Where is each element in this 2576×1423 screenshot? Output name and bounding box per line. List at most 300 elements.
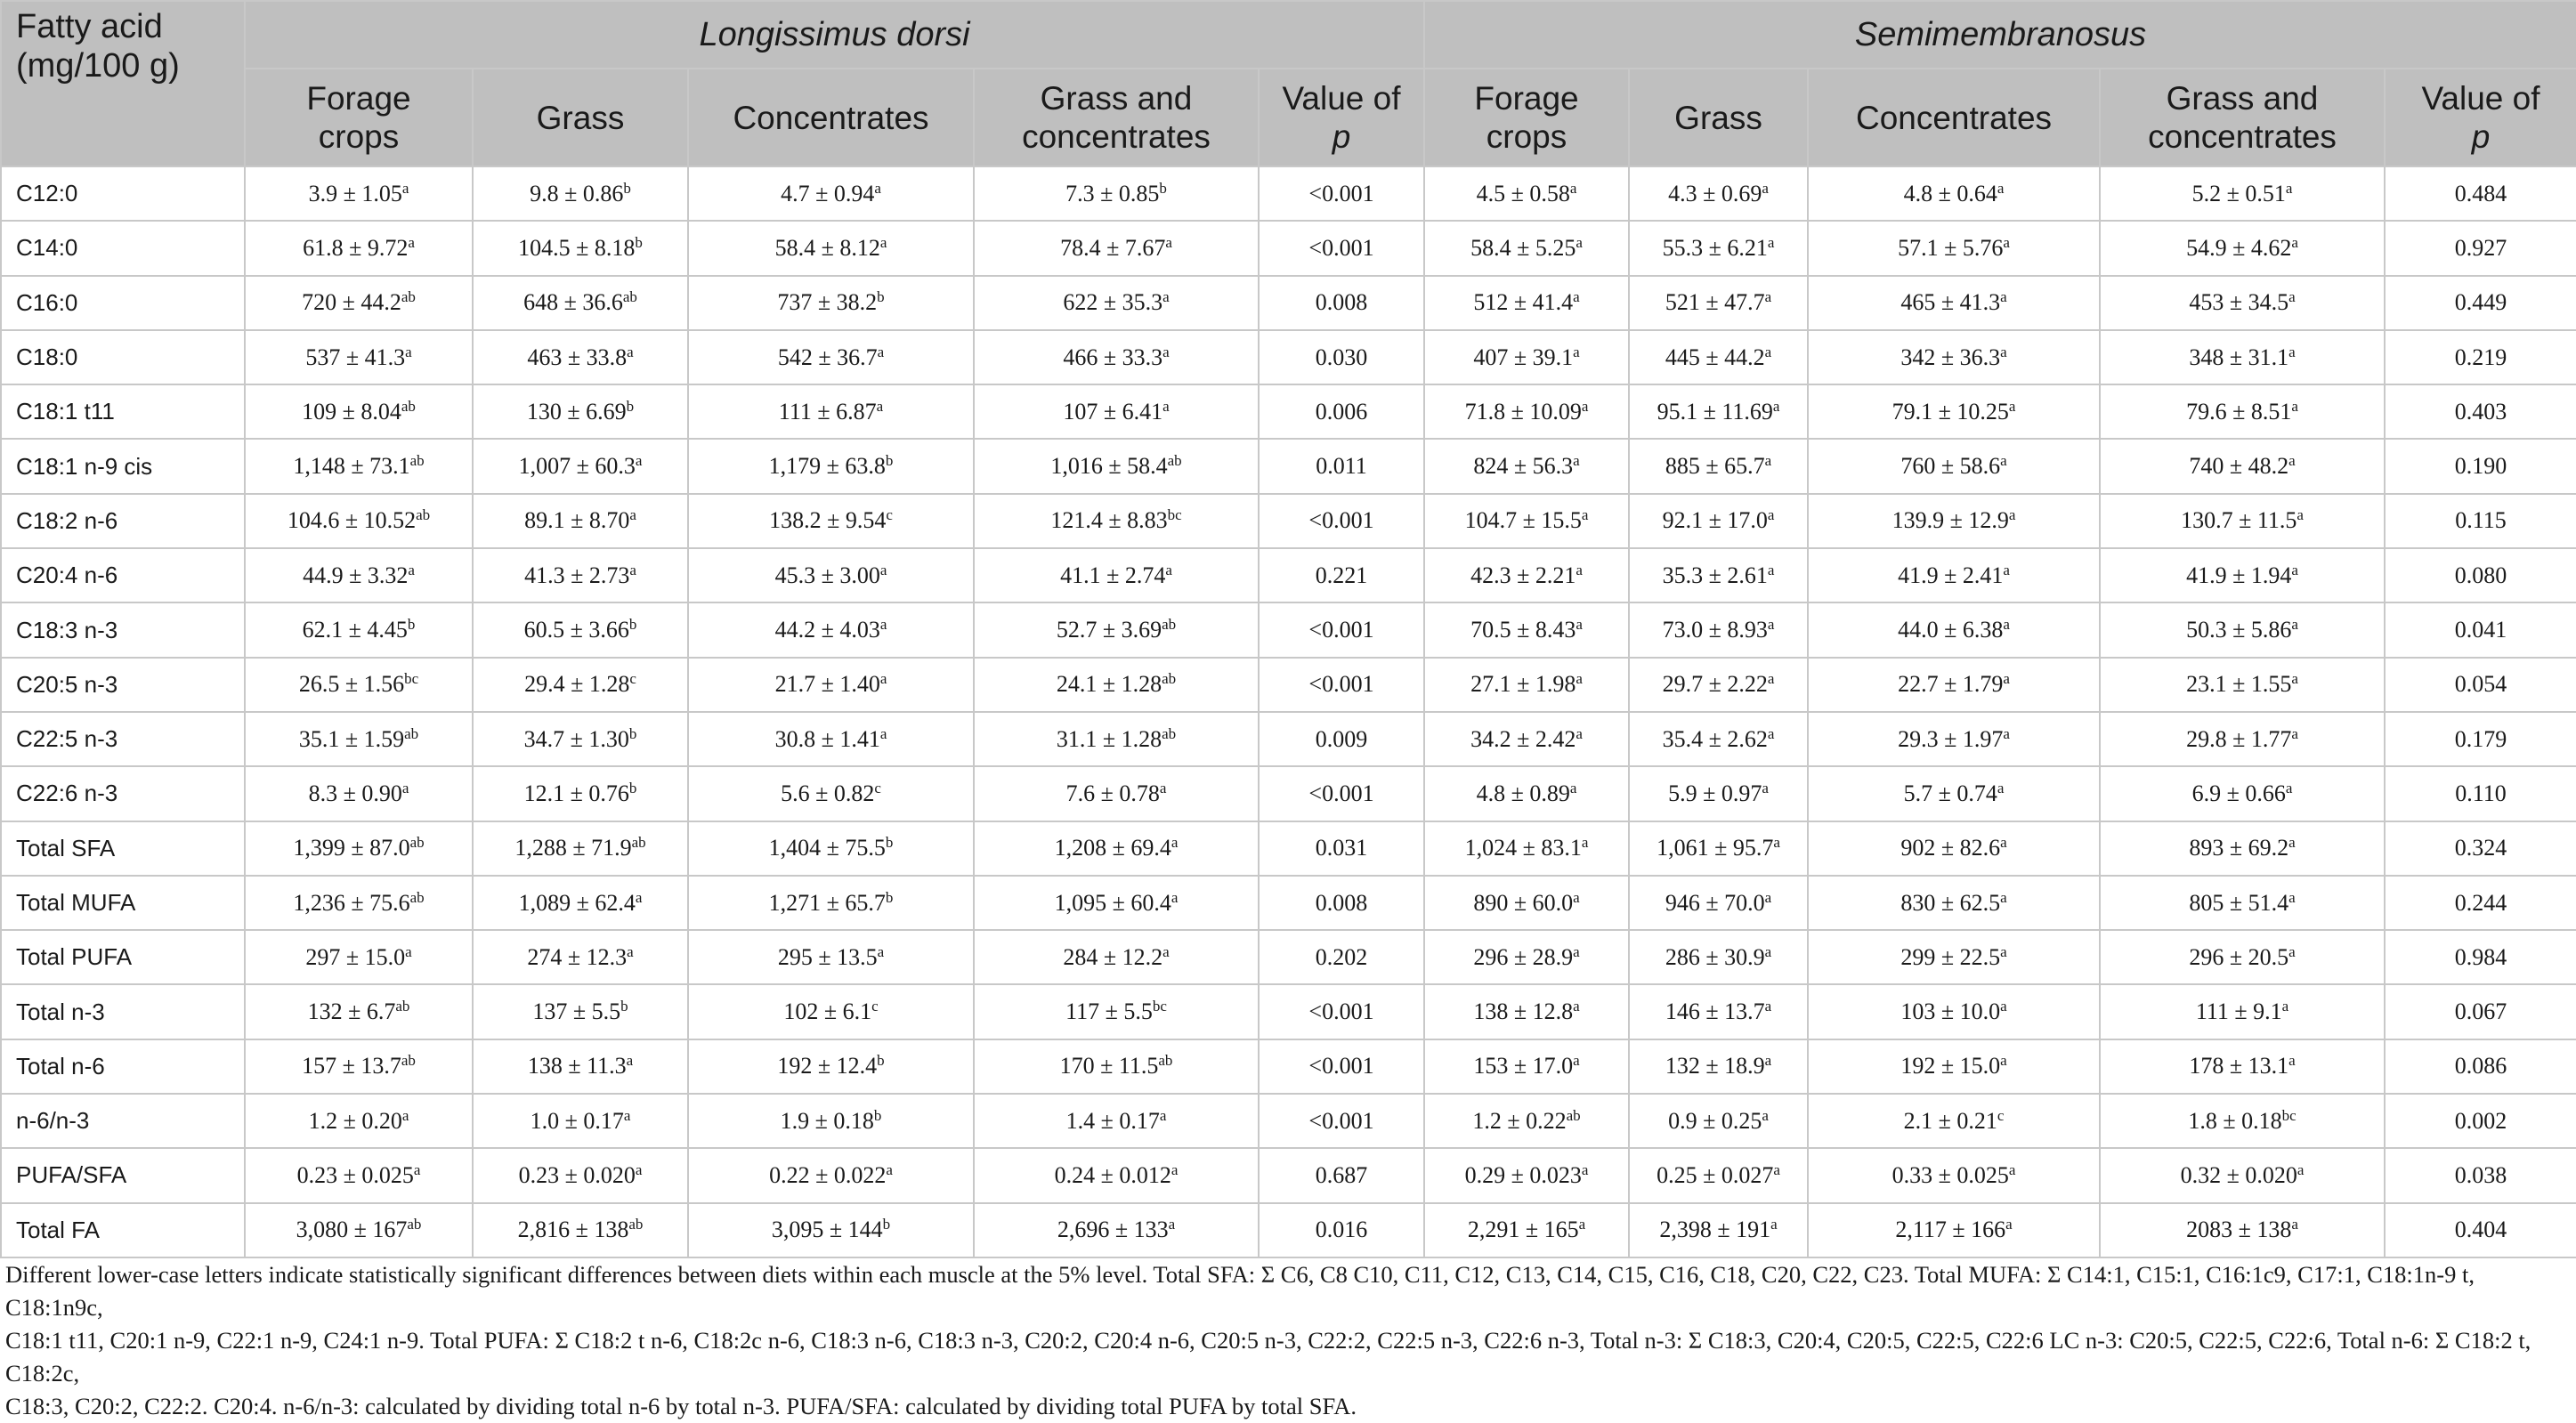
cell-value: 107 ± 6.41 [1063, 398, 1163, 424]
cell-value: 71.8 ± 10.09 [1464, 398, 1582, 424]
value-cell [473, 330, 688, 384]
significance-letter: a [1576, 561, 1583, 578]
cell-value: 1.2 ± 0.22 [1472, 1107, 1567, 1134]
value-cell [245, 221, 473, 275]
value-cell [974, 221, 1259, 275]
significance-letter: a [1159, 779, 1167, 796]
value-cell [1808, 821, 2100, 876]
value-cell [245, 930, 473, 984]
value-cell [2100, 712, 2385, 766]
value-cell [473, 602, 688, 657]
value-cell [974, 658, 1259, 712]
significance-letter: a [2297, 1160, 2305, 1178]
significance-letter: a [1767, 561, 1775, 578]
value-cell [245, 276, 473, 330]
significance-letter: a [2003, 616, 2010, 634]
cell-value: 0.086 [2454, 1053, 2507, 1079]
cell-value: 92.1 ± 17.0 [1662, 507, 1768, 534]
significance-letter: a [1764, 998, 1772, 1015]
significance-letter: ab [409, 888, 425, 906]
diet-header: Forage crops [245, 69, 473, 166]
value-cell [1424, 330, 1629, 384]
value-cell [1424, 712, 1629, 766]
significance-letter: a [1573, 452, 1580, 470]
cell-value: 521 ± 47.7 [1665, 289, 1765, 316]
significance-letter: a [1773, 1160, 1780, 1178]
value-cell [688, 984, 974, 1039]
value-cell [245, 658, 473, 712]
value-cell [688, 1203, 974, 1257]
row-label: C18:3 n-3 [1, 602, 245, 657]
significance-letter: b [620, 998, 628, 1015]
pvalue-cell [1259, 384, 1424, 439]
value-cell [245, 330, 473, 384]
value-cell [473, 548, 688, 602]
cell-value: 0.008 [1315, 289, 1368, 316]
significance-letter: a [635, 1160, 643, 1178]
cell-value: 62.1 ± 4.45 [302, 617, 408, 643]
significance-letter: ab [409, 452, 425, 470]
significance-letter: a [1581, 1160, 1589, 1178]
significance-letter: a [2008, 397, 2016, 415]
value-cell [473, 166, 688, 221]
table-row [1, 330, 2576, 384]
cell-value: 29.4 ± 1.28 [524, 671, 630, 698]
value-cell [974, 930, 1259, 984]
value-cell [2100, 1203, 2385, 1257]
significance-letter: a [1171, 834, 1179, 852]
value-cell [1629, 1094, 1808, 1148]
diet-header: Concentrates [688, 69, 974, 166]
row-label: Total n-6 [1, 1039, 245, 1094]
pvalue-cell [2385, 276, 2576, 330]
value-cell [1808, 439, 2100, 493]
table-row [1, 876, 2576, 930]
value-cell [2100, 276, 2385, 330]
value-cell [1629, 384, 1808, 439]
cell-value: 0.324 [2454, 835, 2507, 861]
value-cell [245, 876, 473, 930]
significance-letter: a [2285, 779, 2293, 796]
significance-letter: a [1162, 397, 1170, 415]
cell-value: 21.7 ± 1.40 [774, 671, 880, 698]
significance-letter: a [2288, 452, 2296, 470]
value-cell [974, 1039, 1259, 1094]
cell-value: 79.6 ± 8.51 [2186, 398, 2292, 424]
significance-letter: b [407, 616, 416, 634]
significance-letter: ab [628, 1216, 644, 1233]
value-cell [245, 548, 473, 602]
value-cell [974, 166, 1259, 221]
cell-value: 61.8 ± 9.72 [303, 234, 409, 261]
cell-value: 137 ± 5.5 [532, 999, 621, 1025]
value-cell [688, 930, 974, 984]
significance-letter: b [623, 179, 631, 197]
significance-letter: a [2000, 998, 2007, 1015]
value-cell [245, 602, 473, 657]
value-cell [473, 876, 688, 930]
pvalue-cell [1259, 821, 1424, 876]
significance-letter: ab [1162, 670, 1177, 688]
value-cell [473, 1203, 688, 1257]
cell-value: 29.8 ± 1.77 [2186, 725, 2292, 752]
pvalue-cell [1259, 876, 1424, 930]
significance-letter: a [1762, 779, 1769, 796]
cell-value: 297 ± 15.0 [305, 943, 406, 970]
row-label: C20:5 n-3 [1, 658, 245, 712]
value-cell [1629, 984, 1808, 1039]
cell-value: 1,061 ± 95.7 [1657, 835, 1774, 861]
cell-value: 132 ± 6.7 [307, 999, 396, 1025]
diet-header: Grass [1629, 69, 1808, 166]
significance-letter: b [873, 1106, 882, 1124]
value-cell [1424, 1094, 1629, 1148]
significance-letter: ab [401, 288, 416, 306]
cell-value: 58.4 ± 8.12 [774, 234, 880, 261]
value-cell [1808, 658, 2100, 712]
cell-value: 760 ± 58.6 [1900, 453, 2001, 480]
significance-letter: ab [409, 834, 425, 852]
cell-value: 946 ± 70.0 [1665, 889, 1765, 916]
significance-letter: a [1578, 1216, 1586, 1233]
value-cell [1424, 876, 1629, 930]
significance-letter: a [1767, 233, 1775, 251]
row-label: PUFA/SFA [1, 1148, 245, 1202]
value-cell [1808, 330, 2100, 384]
value-cell [1629, 1039, 1808, 1094]
significance-letter: a [1997, 179, 2005, 197]
cell-value: 5.6 ± 0.82 [781, 780, 875, 806]
significance-letter: a [1764, 942, 1772, 960]
significance-letter: a [877, 343, 885, 360]
row-label: n-6/n-3 [1, 1094, 245, 1148]
cell-value: 4.8 ± 0.89 [1476, 780, 1570, 806]
cell-value: 138 ± 12.8 [1473, 999, 1574, 1025]
significance-letter: a [1997, 779, 2005, 796]
value-cell [2100, 876, 2385, 930]
cell-value: 22.7 ± 1.79 [1898, 671, 2004, 698]
cell-value: <0.001 [1308, 780, 1374, 806]
cell-value: 104.6 ± 10.52 [287, 507, 417, 534]
value-cell [473, 1039, 688, 1094]
cell-value: 0.23 ± 0.020 [518, 1161, 636, 1188]
significance-letter: a [1767, 724, 1775, 742]
value-cell [245, 439, 473, 493]
cell-value: 2.1 ± 0.21 [1903, 1107, 1997, 1134]
pvalue-cell [2385, 984, 2576, 1039]
cell-value: 0.449 [2454, 289, 2507, 316]
row-label: Total MUFA [1, 876, 245, 930]
value-cell [1424, 166, 1629, 221]
significance-letter: a [1573, 343, 1580, 360]
cell-value: 1,271 ± 65.7 [768, 889, 886, 916]
significance-letter: c [886, 506, 893, 524]
significance-letter: a [1764, 452, 1772, 470]
significance-letter: a [1576, 670, 1583, 688]
value-cell [974, 330, 1259, 384]
cell-value: 79.1 ± 10.25 [1891, 398, 2009, 424]
value-cell [2100, 221, 2385, 275]
table-row [1, 1203, 2576, 1257]
cell-value: 542 ± 36.7 [777, 344, 878, 370]
significance-letter: a [1573, 288, 1580, 306]
cell-value: <0.001 [1308, 1107, 1374, 1134]
significance-letter: a [879, 670, 887, 688]
value-cell [1808, 1039, 2100, 1094]
significance-letter: a [1168, 1216, 1176, 1233]
significance-letter: c [871, 998, 879, 1015]
row-label: Total FA [1, 1203, 245, 1257]
significance-letter: b [635, 233, 643, 251]
pvalue-cell [1259, 548, 1424, 602]
value-cell [1629, 930, 1808, 984]
cell-value: 35.3 ± 2.61 [1662, 562, 1768, 588]
value-cell [473, 1094, 688, 1148]
cell-value: 4.8 ± 0.64 [1903, 180, 1997, 206]
value-cell [1808, 930, 2100, 984]
cell-value: 453 ± 34.5 [2189, 289, 2289, 316]
cell-value: 1.9 ± 0.18 [780, 1107, 874, 1134]
value-cell [688, 166, 974, 221]
significance-letter: a [1569, 179, 1577, 197]
pvalue-cell [2385, 166, 2576, 221]
significance-letter: a [2000, 942, 2007, 960]
value-cell [245, 712, 473, 766]
value-cell [473, 384, 688, 439]
significance-letter: a [2288, 888, 2296, 906]
pvalue-cell [2385, 658, 2576, 712]
table-row [1, 166, 2576, 221]
significance-letter: ab [395, 998, 410, 1015]
significance-letter: b [885, 452, 894, 470]
cell-value: 1.8 ± 0.18 [2188, 1107, 2282, 1134]
value-cell [1424, 930, 1629, 984]
cell-value: 192 ± 12.4 [777, 1053, 878, 1079]
value-cell [2100, 984, 2385, 1039]
cell-value: 4.7 ± 0.94 [781, 180, 875, 206]
cell-value: 5.7 ± 0.74 [1903, 780, 1997, 806]
value-cell [688, 658, 974, 712]
table-row [1, 1039, 2576, 1094]
value-cell [1629, 330, 1808, 384]
significance-letter: a [401, 779, 409, 796]
table-row [1, 712, 2576, 766]
significance-letter: a [1165, 233, 1172, 251]
value-cell [473, 1148, 688, 1202]
significance-letter: ab [1162, 616, 1177, 634]
significance-letter: a [1573, 1052, 1580, 1070]
cell-value: 1,148 ± 73.1 [293, 453, 410, 480]
cell-value: <0.001 [1308, 1053, 1374, 1079]
cell-value: 0.244 [2454, 889, 2507, 916]
row-label: C18:2 n-6 [1, 494, 245, 548]
cell-value: 157 ± 13.7 [302, 1053, 401, 1079]
significance-letter: a [1764, 343, 1772, 360]
significance-letter: a [408, 233, 415, 251]
pvalue-cell [1259, 330, 1424, 384]
significance-letter: a [1573, 888, 1580, 906]
value-cell [473, 221, 688, 275]
value-cell [688, 439, 974, 493]
significance-letter: a [2288, 343, 2296, 360]
cell-value: 12.1 ± 0.76 [523, 780, 629, 806]
cell-value: 132 ± 18.9 [1665, 1053, 1765, 1079]
cell-value: 1,399 ± 87.0 [293, 835, 410, 861]
cell-value: 3,080 ± 167 [296, 1217, 408, 1243]
value-cell [473, 821, 688, 876]
pvalue-cell [2385, 548, 2576, 602]
cell-value: 1,179 ± 63.8 [768, 453, 886, 480]
cell-value: <0.001 [1308, 180, 1374, 206]
cell-value: 41.1 ± 2.74 [1060, 562, 1166, 588]
value-cell [2100, 1039, 2385, 1094]
cell-value: 29.3 ± 1.97 [1898, 725, 2004, 752]
cell-value: 0.041 [2454, 617, 2507, 643]
value-cell [1808, 1148, 2100, 1202]
significance-letter: a [1767, 506, 1775, 524]
significance-letter: b [628, 724, 637, 742]
pvalue-cell [2385, 384, 2576, 439]
value-cell [2100, 330, 2385, 384]
value-cell [1629, 821, 1808, 876]
significance-letter: b [877, 1052, 885, 1070]
value-cell [1808, 876, 2100, 930]
value-cell [1424, 766, 1629, 821]
significance-letter: a [2003, 561, 2010, 578]
significance-letter: a [405, 343, 412, 360]
significance-letter: a [2291, 724, 2298, 742]
table-row [1, 548, 2576, 602]
cell-value: 41.9 ± 2.41 [1898, 562, 2004, 588]
significance-letter: a [2003, 724, 2010, 742]
pvalue-header: Value of p [1259, 69, 1424, 166]
row-label: C18:1 n-9 cis [1, 439, 245, 493]
significance-letter: a [401, 1106, 409, 1124]
cell-value: 465 ± 41.3 [1900, 289, 2001, 316]
value-cell [688, 548, 974, 602]
significance-letter: a [1767, 616, 1775, 634]
cell-value: 885 ± 65.7 [1665, 453, 1765, 480]
value-cell [974, 1094, 1259, 1148]
value-cell [1808, 766, 2100, 821]
cell-value: 1,404 ± 75.5 [768, 835, 886, 861]
cell-value: 5.9 ± 0.97 [1668, 780, 1762, 806]
significance-letter: ab [404, 724, 419, 742]
cell-value: 26.5 ± 1.56 [298, 671, 405, 698]
cell-value: 102 ± 6.1 [783, 999, 872, 1025]
cell-value: 6.9 ± 0.66 [2191, 780, 2286, 806]
value-cell [2100, 439, 2385, 493]
cell-value: 138.2 ± 9.54 [769, 507, 887, 534]
cell-value: 0.006 [1315, 398, 1368, 424]
muscle-header-semimembranosus: Semimembranosus [1424, 1, 2576, 69]
value-cell [688, 766, 974, 821]
significance-letter: ab [1167, 452, 1182, 470]
significance-letter: a [1162, 343, 1170, 360]
value-cell [1629, 276, 1808, 330]
significance-letter: a [876, 397, 884, 415]
value-cell [1629, 1203, 1808, 1257]
value-cell [1808, 712, 2100, 766]
cell-value: 0.24 ± 0.012 [1054, 1161, 1171, 1188]
significance-letter: a [1762, 1106, 1769, 1124]
cell-value: 1,016 ± 58.4 [1050, 453, 1168, 480]
cell-value: 0.984 [2454, 943, 2507, 970]
cell-value: 537 ± 41.3 [305, 344, 406, 370]
cell-value: 737 ± 38.2 [777, 289, 878, 316]
value-cell [473, 984, 688, 1039]
cell-value: 44.9 ± 3.32 [303, 562, 409, 588]
cell-value: 34.7 ± 1.30 [523, 725, 629, 752]
significance-letter: a [2008, 506, 2016, 524]
cell-value: 170 ± 11.5 [1059, 1053, 1159, 1079]
footnote-line: Different lower-case letters indicate statistically significant differences between diets within each muscle at the 5% level. Total SFA: Σ C6, C8 C10, C11, C12, C13, C14, C15, C16, C18, C20, C22, C23. Total MUFA: Σ C14:1, C15:1, C16:1c9, C17:1, C18:1n-9 t, C18:1n9c, [5, 1261, 2475, 1321]
value-cell [473, 712, 688, 766]
value-cell [2100, 930, 2385, 984]
significance-letter: a [629, 561, 636, 578]
cell-value: <0.001 [1308, 507, 1374, 534]
muscle-header-longissimus: Longissimus dorsi [245, 1, 1424, 69]
value-cell [473, 494, 688, 548]
cell-value: 41.9 ± 1.94 [2186, 562, 2292, 588]
cell-value: 2,117 ± 166 [1895, 1217, 2006, 1243]
value-cell [2100, 1094, 2385, 1148]
cell-value: 0.190 [2454, 453, 2507, 480]
significance-letter: bc [404, 670, 419, 688]
cell-value: 30.8 ± 1.41 [774, 725, 880, 752]
table-footnote [5, 1258, 2569, 1423]
significance-letter: ab [401, 397, 416, 415]
value-cell [688, 876, 974, 930]
cell-value: 35.4 ± 2.62 [1662, 725, 1768, 752]
value-cell [245, 821, 473, 876]
significance-letter: a [1762, 179, 1769, 197]
value-cell [974, 602, 1259, 657]
significance-letter: ab [1162, 724, 1177, 742]
significance-letter: ab [631, 834, 646, 852]
significance-letter: c [874, 779, 881, 796]
value-cell [1424, 439, 1629, 493]
significance-letter: ab [407, 1216, 422, 1233]
cell-value: 7.6 ± 0.78 [1065, 780, 1160, 806]
row-label: C14:0 [1, 221, 245, 275]
cell-value: <0.001 [1308, 617, 1374, 643]
significance-letter: a [1162, 942, 1170, 960]
significance-letter: a [2291, 616, 2298, 634]
cell-value: 2,816 ± 138 [517, 1217, 629, 1243]
pvalue-cell [1259, 221, 1424, 275]
cell-value: 95.1 ± 11.69 [1657, 398, 1773, 424]
significance-letter: a [2291, 1216, 2298, 1233]
cell-value: 78.4 ± 7.67 [1060, 234, 1166, 261]
significance-letter: a [879, 616, 887, 634]
significance-letter: a [2000, 288, 2007, 306]
significance-letter: a [1165, 561, 1172, 578]
value-cell [688, 384, 974, 439]
significance-letter: ab [416, 506, 431, 524]
cell-value: 0.054 [2454, 671, 2507, 698]
pvalue-cell [1259, 439, 1424, 493]
table-row [1, 384, 2576, 439]
cell-value: 463 ± 33.8 [527, 344, 628, 370]
value-cell [1424, 221, 1629, 275]
significance-letter: bc [2281, 1106, 2297, 1124]
cell-value: 296 ± 28.9 [1473, 943, 1574, 970]
significance-letter: b [628, 616, 637, 634]
value-cell [2100, 1148, 2385, 1202]
table-row [1, 658, 2576, 712]
cell-value: 0.29 ± 0.023 [1464, 1161, 1582, 1188]
